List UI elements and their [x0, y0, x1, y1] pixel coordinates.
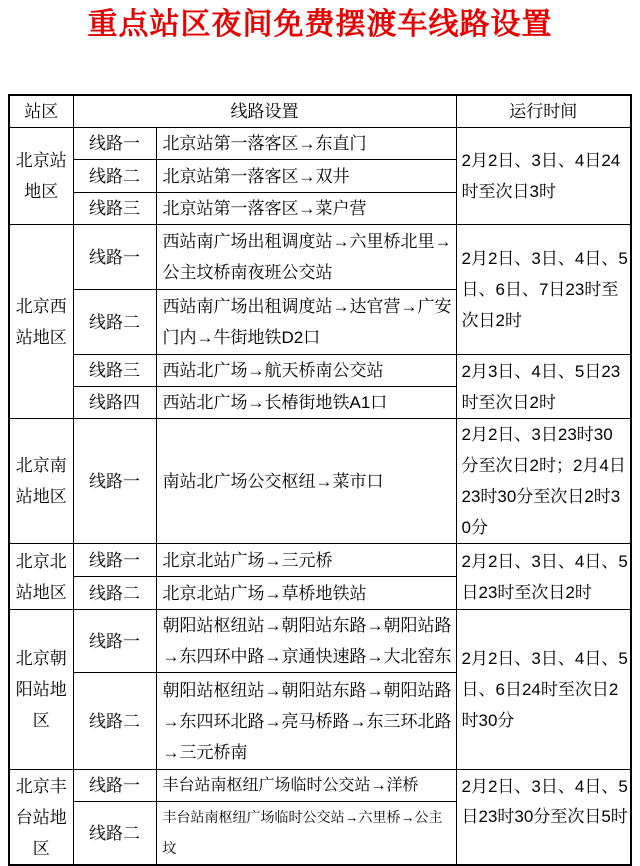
- time-cell: 2月3日、4日、5日23时至次日2时: [456, 355, 631, 419]
- line-cell: 线路三: [73, 355, 156, 387]
- route-cell: 西站北广场→长椿街地铁A1口: [156, 387, 456, 419]
- time-cell: 2月2日、3日、4日、5日23时至次日2时: [456, 544, 631, 610]
- time-cell: 2月2日、3日、4日、5日、6日、7日23时至次日2时: [456, 225, 631, 355]
- table-row: [9, 225, 631, 290]
- col-header-station-area: 站区: [9, 95, 73, 128]
- route-cell: 丰台站南枢纽广场临时公交站→洋桥: [156, 770, 456, 802]
- area-cell: 北京西站地区: [9, 225, 73, 419]
- col-header-route-setup: 线路设置: [73, 95, 456, 128]
- line-cell: 线路一: [73, 128, 156, 160]
- route-cell: 北京北站广场→草桥地铁站: [156, 577, 456, 610]
- area-cell: 北京站地区: [9, 128, 73, 225]
- area-cell: 北京丰台站地区: [9, 770, 73, 866]
- area-cell: 北京朝阳站地区: [9, 610, 73, 770]
- line-cell: 线路二: [73, 577, 156, 610]
- time-cell: 2月2日、3日23时30分至次日2时；2月4日23时30分至次日2时30分: [456, 419, 631, 544]
- route-cell: 北京站第一落客区→东直门: [156, 128, 456, 160]
- table-row: [9, 770, 631, 802]
- time-cell: [456, 770, 631, 866]
- header-row: [9, 95, 631, 128]
- shuttle-route-table: [8, 94, 632, 866]
- area-cell: 北京南站地区: [9, 419, 73, 544]
- line-cell: 线路一: [73, 225, 156, 290]
- route-cell: 丰台站南枢纽广场临时公交站→六里桥→公主坟: [156, 802, 456, 866]
- col-header-operation-time: 运行时间: [456, 95, 631, 128]
- time-cell: 2月2日、3日、4日、5日、6日24时至次日2时30分: [456, 610, 631, 770]
- time-overflow-text: 2月2日、3日、4日、5日23时30分至次日5时: [461, 777, 628, 826]
- time-cell: 2月2日、3日、4日24时至次日3时: [456, 128, 631, 225]
- route-cell: 西站南广场出租调度站→六里桥北里→公主坟桥南夜班公交站: [156, 225, 456, 290]
- route-cell: 西站北广场→航天桥南公交站: [156, 355, 456, 387]
- area-cell: 北京北站地区: [9, 544, 73, 610]
- route-cell: 北京北站广场→三元桥: [156, 544, 456, 577]
- table-row: [9, 544, 631, 577]
- table-row: [9, 610, 631, 673]
- route-cell: 朝阳站枢纽站→朝阳站东路→朝阳站路→东四环北路→亮马桥路→东三环北路→三元桥南: [156, 673, 456, 770]
- table-row: [9, 128, 631, 160]
- route-cell: 北京站第一落客区→双井: [156, 160, 456, 193]
- table-row: [9, 419, 631, 544]
- line-cell: 线路四: [73, 387, 156, 419]
- line-cell: 线路一: [73, 419, 156, 544]
- line-cell: 线路二: [73, 160, 156, 193]
- line-cell: 线路一: [73, 770, 156, 802]
- line-cell: 线路一: [73, 544, 156, 577]
- route-cell: 朝阳站枢纽站→朝阳站东路→朝阳站路→东四环中路→京通快速路→大北窑东: [156, 610, 456, 673]
- route-cell: 南站北广场公交枢纽→菜市口: [156, 419, 456, 544]
- line-cell: 线路二: [73, 290, 156, 355]
- route-cell: 西站南广场出租调度站→达官营→广安门内→牛街地铁D2口: [156, 290, 456, 355]
- line-cell: 线路二: [73, 802, 156, 866]
- page-title: 重点站区夜间免费摆渡车线路设置: [87, 8, 553, 41]
- table-row: [9, 355, 631, 387]
- line-cell: 线路二: [73, 673, 156, 770]
- line-cell: 线路一: [73, 610, 156, 673]
- line-cell: 线路三: [73, 193, 156, 225]
- route-cell: 北京站第一落客区→菜户营: [156, 193, 456, 225]
